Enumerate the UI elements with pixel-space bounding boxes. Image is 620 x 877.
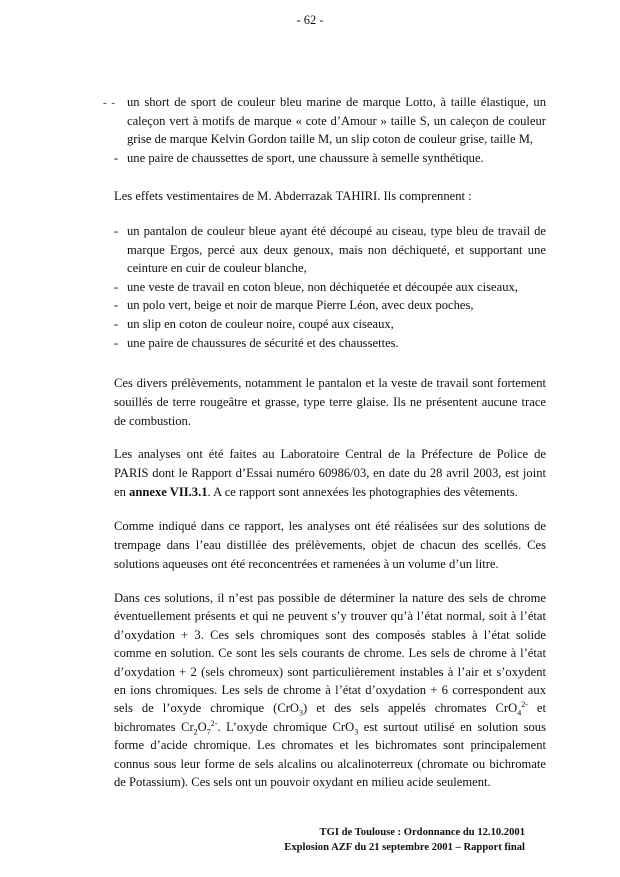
list-item-text: un polo vert, beige et noir de marque Pierre Léon, avec deux poches, (127, 298, 474, 313)
list-item (114, 93, 546, 149)
footer-line-2: Explosion AZF du 21 septembre 2001 – Rapport final (284, 841, 525, 853)
list-dash: - (114, 316, 119, 331)
page-number: - 62 - (296, 13, 324, 27)
chrome-text: Dans ces solutions, il n’est pas possible de déterminer la nature des sels de chrome éventuellement présents et qui ne peuvent s’y trouver qu’à l’état normal, soit à l’état d’oxydation + 3. Ces sels chromiques sont des composés stables à l’état solide comme en solution. Ce sont les sels courants de chrome. Les sels de chrome à l’état d’oxydation + 2 (sels chromeux) sont particulièrement instables à l’air et s’oxydent en ions chromiques. Les sels de chrome à l’état d’oxydation + 6 correspondent aux sels de l’oxyde chromique (CrO (114, 591, 546, 716)
superscript: 2- (521, 700, 528, 710)
stray-mark: - - (103, 97, 117, 109)
continued-item-list (114, 93, 546, 167)
list-item (114, 222, 546, 278)
subscript: 2 (193, 727, 198, 737)
subscript: 3 (354, 727, 359, 737)
list-item (114, 315, 546, 334)
list-dash: - (114, 279, 119, 294)
list-item-text: une paire de chaussures de sécurité et des chaussettes. (127, 335, 399, 350)
effects-heading: Les effets vestimentaires de M. Abderrazak TAHIRI. Ils comprennent : (114, 189, 472, 203)
list-item-text: un short de sport de couleur bleu marine de marque Lotto, à taille élastique, un caleçon vert à motifs de marque « cote d’Amour » taille S, un caleçon de couleur grise de marque Kelvin Gordon taille M, un slip coton de couleur grise, taille M, (127, 95, 546, 147)
effects-list (114, 222, 546, 352)
list-dash: - (114, 335, 119, 350)
paragraph-method: Comme indiqué dans ce rapport, les analyses ont été réalisées sur des solutions de trempage dans l’eau distillée des prélèvements, objet de chacun des scellés. Ces solutions aqueuses ont été reconcentrées et ramenées à un volume d’un litre. (114, 519, 546, 571)
paragraph-soil: Ces divers prélèvements, notamment le pantalon et la veste de travail sont fortement souillés de terre rougeâtre et grasse, type terre glaise. Ils ne présentent aucune trace de combustion. (114, 376, 546, 428)
chrome-text: est surtout utilisé en solution sous forme d’acide chromique. Les chromates et les bichromates sont principalement connus sous leur forme de sels alcalins ou alcalinoterreux (chromate ou bichromate de Potassium). Ces sels ont un pouvoir oxydant en milieu acide seulement. (114, 719, 546, 790)
analyses-text: Les analyses ont été faites au Laboratoire Central de la Préfecture de Police de PARIS dont le Rapport d’Essai numéro 60986/03, en date du 28 avril 2003, est joint en (114, 447, 546, 499)
subscript: 7 (206, 727, 211, 737)
list-item-text: une veste de travail en coton bleue, non déchiquetée et découpée aux ciseaux, (127, 279, 518, 294)
superscript: 2- (210, 718, 218, 728)
subscript: 3 (299, 708, 304, 718)
list-item-text: une paire de chaussettes de sport, une chaussure à semelle synthétique. (127, 150, 484, 165)
list-dash: - (114, 224, 119, 238)
page-footer (284, 826, 525, 855)
analyses-text-end: . A ce rapport sont annexées les photographies des vêtements. (207, 484, 518, 499)
chrome-text: et bichromates Cr (114, 701, 546, 734)
chrome-text: ) et des sels appelés chromates CrO (303, 701, 518, 716)
list-item (114, 278, 546, 297)
annex-reference: annexe VII.3.1 (129, 484, 208, 499)
list-item-text: un slip en coton de couleur noire, coupé aux ciseaux, (127, 316, 394, 331)
list-item-text: un pantalon de couleur bleue ayant été découpé au ciseau, type bleu de travail de marque Ergos, percé aux deux genoux, mais non déchiqueté, et supportant une ceinture en cuir de couleur blanche, (127, 224, 546, 276)
chrome-text: . L’oxyde chromique CrO (217, 719, 355, 734)
footer-line-1: TGI de Toulouse : Ordonnance du 12.10.2001 (319, 827, 525, 838)
list-item (114, 334, 546, 353)
list-item (114, 296, 546, 315)
paragraph-analyses (114, 445, 546, 501)
list-dash: - (114, 298, 119, 313)
list-dash: - (114, 150, 119, 165)
list-item (114, 149, 546, 168)
paragraph-chrome (114, 589, 546, 791)
subscript: 4 (517, 708, 522, 718)
chrome-text: O (197, 719, 207, 734)
